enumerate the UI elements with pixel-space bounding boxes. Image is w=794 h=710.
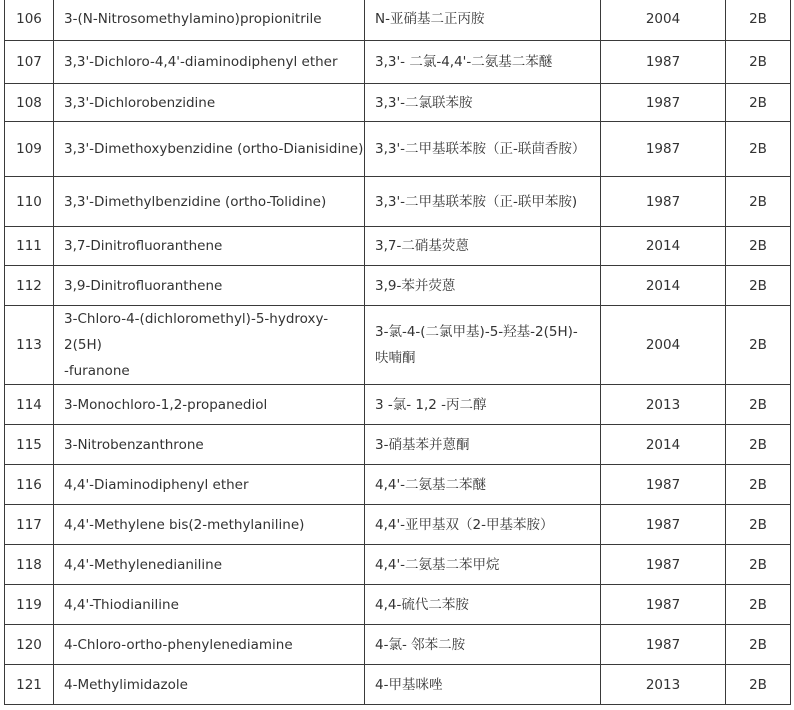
table-row <box>5 227 791 266</box>
cell-english-name <box>54 425 365 465</box>
iarc-group-text: 2B <box>749 676 767 693</box>
cell-iarc-group <box>726 41 791 84</box>
iarc-group-text: 2B <box>749 193 767 210</box>
english-name-text: 3,3'-Dichloro-4,4'-diaminodiphenyl ether <box>64 54 338 70</box>
row-number-text: 115 <box>16 436 42 453</box>
cell-english-name <box>54 505 365 545</box>
cell-chinese-name <box>365 177 601 227</box>
chinese-name-text: 3,3'-二甲基联苯胺（正-联茴香胺） <box>375 141 586 157</box>
cell-iarc-group <box>726 84 791 122</box>
table-row <box>5 385 791 425</box>
english-name-text: 4-Methylimidazole <box>64 676 188 693</box>
cell-english-name <box>54 665 365 705</box>
iarc-group-text: 2B <box>749 238 767 254</box>
english-name-text: 4,4'-Thiodianiline <box>64 596 179 613</box>
cell-evaluation-year <box>601 425 726 465</box>
cell-evaluation-year <box>601 665 726 705</box>
iarc-group-text: 2B <box>749 596 767 613</box>
row-number-text: 116 <box>16 476 42 493</box>
table-row <box>5 0 791 41</box>
english-name-text: 3,7-Dinitrofluoranthene <box>64 238 223 254</box>
english-name-text: 4,4'-Diaminodiphenyl ether <box>64 476 249 493</box>
english-name-text: 4-Chloro-ortho-phenylenediamine <box>64 636 293 653</box>
table-row <box>5 41 791 84</box>
evaluation-year-text: 2013 <box>645 676 681 693</box>
chinese-name-text: N-亚硝基二正丙胺 <box>375 10 485 27</box>
row-number-text: 113 <box>16 337 42 353</box>
cell-evaluation-year <box>601 177 726 227</box>
cell-row-number <box>5 625 54 665</box>
cell-english-name <box>54 545 365 585</box>
cell-evaluation-year <box>601 585 726 625</box>
evaluation-year-text: 1987 <box>645 516 681 533</box>
cell-iarc-group <box>726 177 791 227</box>
cell-english-name <box>54 585 365 625</box>
cell-row-number <box>5 84 54 122</box>
cell-row-number <box>5 306 54 385</box>
row-number-text: 111 <box>16 238 42 254</box>
english-name-text: 3-Chloro-4-(dichloromethyl)-5-hydroxy-2(5H) -furanone <box>64 311 329 379</box>
evaluation-year-text: 2014 <box>645 238 681 254</box>
cell-evaluation-year <box>601 306 726 385</box>
cell-iarc-group <box>726 585 791 625</box>
evaluation-year-text: 1987 <box>645 476 681 493</box>
cell-chinese-name <box>365 227 601 266</box>
row-number-text: 119 <box>16 596 42 613</box>
row-number-text: 106 <box>16 10 42 27</box>
iarc-group-text: 2B <box>749 141 767 157</box>
row-number-text: 121 <box>16 676 42 693</box>
table-row <box>5 177 791 227</box>
row-number-text: 112 <box>16 277 42 294</box>
cell-row-number <box>5 385 54 425</box>
iarc-group-text: 2B <box>749 436 767 453</box>
carcinogen-table <box>4 0 791 705</box>
chinese-name-text: 3-氯-4-(二氯甲基)-5-羟基-2(5H)- 呋喃酮 <box>375 324 578 366</box>
cell-evaluation-year <box>601 41 726 84</box>
cell-evaluation-year <box>601 266 726 306</box>
chinese-name-text: 3,7-二硝基荧蒽 <box>375 238 469 254</box>
english-name-text: 3,3'-Dichlorobenzidine <box>64 94 216 111</box>
iarc-group-text: 2B <box>749 556 767 573</box>
english-name-text: 4,4'-Methylenedianiline <box>64 556 223 573</box>
table-row <box>5 585 791 625</box>
evaluation-year-text: 1987 <box>645 94 681 111</box>
iarc-group-text: 2B <box>749 10 767 27</box>
cell-iarc-group <box>726 625 791 665</box>
cell-english-name <box>54 465 365 505</box>
evaluation-year-text: 1987 <box>645 193 681 210</box>
cell-row-number <box>5 122 54 177</box>
cell-english-name <box>54 41 365 84</box>
table-row <box>5 84 791 122</box>
chinese-name-text: 3 -氯- 1,2 -丙二醇 <box>375 396 487 413</box>
cell-english-name <box>54 122 365 177</box>
cell-chinese-name <box>365 505 601 545</box>
chinese-name-text: 4,4'-二氨基二苯甲烷 <box>375 556 500 573</box>
row-number-text: 118 <box>16 556 42 573</box>
iarc-group-text: 2B <box>749 54 767 70</box>
row-number-text: 110 <box>16 193 42 210</box>
cell-chinese-name <box>365 41 601 84</box>
row-number-text: 120 <box>16 636 42 653</box>
cell-row-number <box>5 227 54 266</box>
cell-chinese-name <box>365 122 601 177</box>
row-number-text: 107 <box>16 54 42 70</box>
cell-iarc-group <box>726 545 791 585</box>
cell-iarc-group <box>726 227 791 266</box>
chinese-name-text: 3,3'-二氯联苯胺 <box>375 94 473 111</box>
evaluation-year-text: 2004 <box>645 337 681 353</box>
evaluation-year-text: 2013 <box>645 396 681 413</box>
cell-chinese-name <box>365 545 601 585</box>
iarc-group-text: 2B <box>749 337 767 353</box>
chinese-name-text: 4,4'-二氨基二苯醚 <box>375 476 487 493</box>
cell-row-number <box>5 0 54 41</box>
table-row <box>5 665 791 705</box>
cell-chinese-name <box>365 465 601 505</box>
chinese-name-text: 3,3'-二甲基联苯胺（正-联甲苯胺) <box>375 193 578 210</box>
chinese-name-text: 4,4-硫代二苯胺 <box>375 596 469 613</box>
cell-evaluation-year <box>601 545 726 585</box>
cell-english-name <box>54 385 365 425</box>
cell-iarc-group <box>726 425 791 465</box>
cell-evaluation-year <box>601 505 726 545</box>
cell-english-name <box>54 306 365 385</box>
chinese-name-text: 3,9-苯并荧蒽 <box>375 277 456 294</box>
cell-chinese-name <box>365 625 601 665</box>
cell-english-name <box>54 266 365 306</box>
cell-iarc-group <box>726 465 791 505</box>
chinese-name-text: 3-硝基苯并蒽酮 <box>375 436 470 453</box>
chinese-name-text: 4,4'-亚甲基双（2-甲基苯胺） <box>375 516 554 533</box>
cell-evaluation-year <box>601 465 726 505</box>
table-row <box>5 122 791 177</box>
english-name-text: 3,3'-Dimethoxybenzidine (ortho-Dianisidine) <box>64 141 364 157</box>
english-name-text: 4,4'-Methylene bis(2-methylaniline) <box>64 516 305 533</box>
english-name-text: 3,3'-Dimethylbenzidine (ortho-Tolidine) <box>64 193 327 210</box>
cell-evaluation-year <box>601 122 726 177</box>
evaluation-year-text: 1987 <box>645 54 681 70</box>
cell-chinese-name <box>365 665 601 705</box>
cell-english-name <box>54 0 365 41</box>
cell-evaluation-year <box>601 385 726 425</box>
cell-row-number <box>5 505 54 545</box>
english-name-text: 3,9-Dinitrofluoranthene <box>64 277 223 294</box>
cell-evaluation-year <box>601 84 726 122</box>
cell-iarc-group <box>726 122 791 177</box>
cell-chinese-name <box>365 385 601 425</box>
cell-chinese-name <box>365 84 601 122</box>
table-row <box>5 425 791 465</box>
iarc-group-text: 2B <box>749 94 767 111</box>
cell-english-name <box>54 625 365 665</box>
row-number-text: 108 <box>16 94 42 111</box>
cell-row-number <box>5 545 54 585</box>
cell-chinese-name <box>365 306 601 385</box>
iarc-group-text: 2B <box>749 476 767 493</box>
cell-iarc-group <box>726 306 791 385</box>
english-name-text: 3-Nitrobenzanthrone <box>64 436 204 453</box>
table-row <box>5 465 791 505</box>
table-row <box>5 306 791 385</box>
row-number-text: 109 <box>16 141 42 157</box>
cell-iarc-group <box>726 385 791 425</box>
cell-row-number <box>5 665 54 705</box>
iarc-group-text: 2B <box>749 277 767 294</box>
cell-chinese-name <box>365 425 601 465</box>
cell-row-number <box>5 425 54 465</box>
english-name-text: 3-(N-Nitrosomethylamino)propionitrile <box>64 10 322 27</box>
table-row <box>5 505 791 545</box>
cell-iarc-group <box>726 665 791 705</box>
cell-evaluation-year <box>601 227 726 266</box>
cell-evaluation-year <box>601 0 726 41</box>
cell-row-number <box>5 41 54 84</box>
chinese-name-text: 4-甲基咪唑 <box>375 676 443 693</box>
evaluation-year-text: 2004 <box>645 10 681 27</box>
cell-chinese-name <box>365 0 601 41</box>
iarc-group-text: 2B <box>749 516 767 533</box>
table-row <box>5 545 791 585</box>
cell-row-number <box>5 266 54 306</box>
cell-row-number <box>5 585 54 625</box>
cell-chinese-name <box>365 585 601 625</box>
cell-row-number <box>5 177 54 227</box>
cell-english-name <box>54 227 365 266</box>
cell-chinese-name <box>365 266 601 306</box>
cell-iarc-group <box>726 505 791 545</box>
cell-english-name <box>54 84 365 122</box>
evaluation-year-text: 2014 <box>645 436 681 453</box>
evaluation-year-text: 1987 <box>645 556 681 573</box>
table-row <box>5 266 791 306</box>
evaluation-year-text: 1987 <box>645 141 681 157</box>
chinese-name-text: 3,3'- 二氯-4,4'-二氨基二苯醚 <box>375 54 553 70</box>
table-row <box>5 625 791 665</box>
iarc-group-text: 2B <box>749 636 767 653</box>
cell-iarc-group <box>726 266 791 306</box>
cell-english-name <box>54 177 365 227</box>
evaluation-year-text: 2014 <box>645 277 681 294</box>
row-number-text: 117 <box>16 516 42 533</box>
chinese-name-text: 4-氯- 邻苯二胺 <box>375 636 466 653</box>
row-number-text: 114 <box>16 396 42 413</box>
cell-iarc-group <box>726 0 791 41</box>
evaluation-year-text: 1987 <box>645 596 681 613</box>
cell-evaluation-year <box>601 625 726 665</box>
cell-row-number <box>5 465 54 505</box>
iarc-group-text: 2B <box>749 396 767 413</box>
english-name-text: 3-Monochloro-1,2-propanediol <box>64 396 268 413</box>
evaluation-year-text: 1987 <box>645 636 681 653</box>
